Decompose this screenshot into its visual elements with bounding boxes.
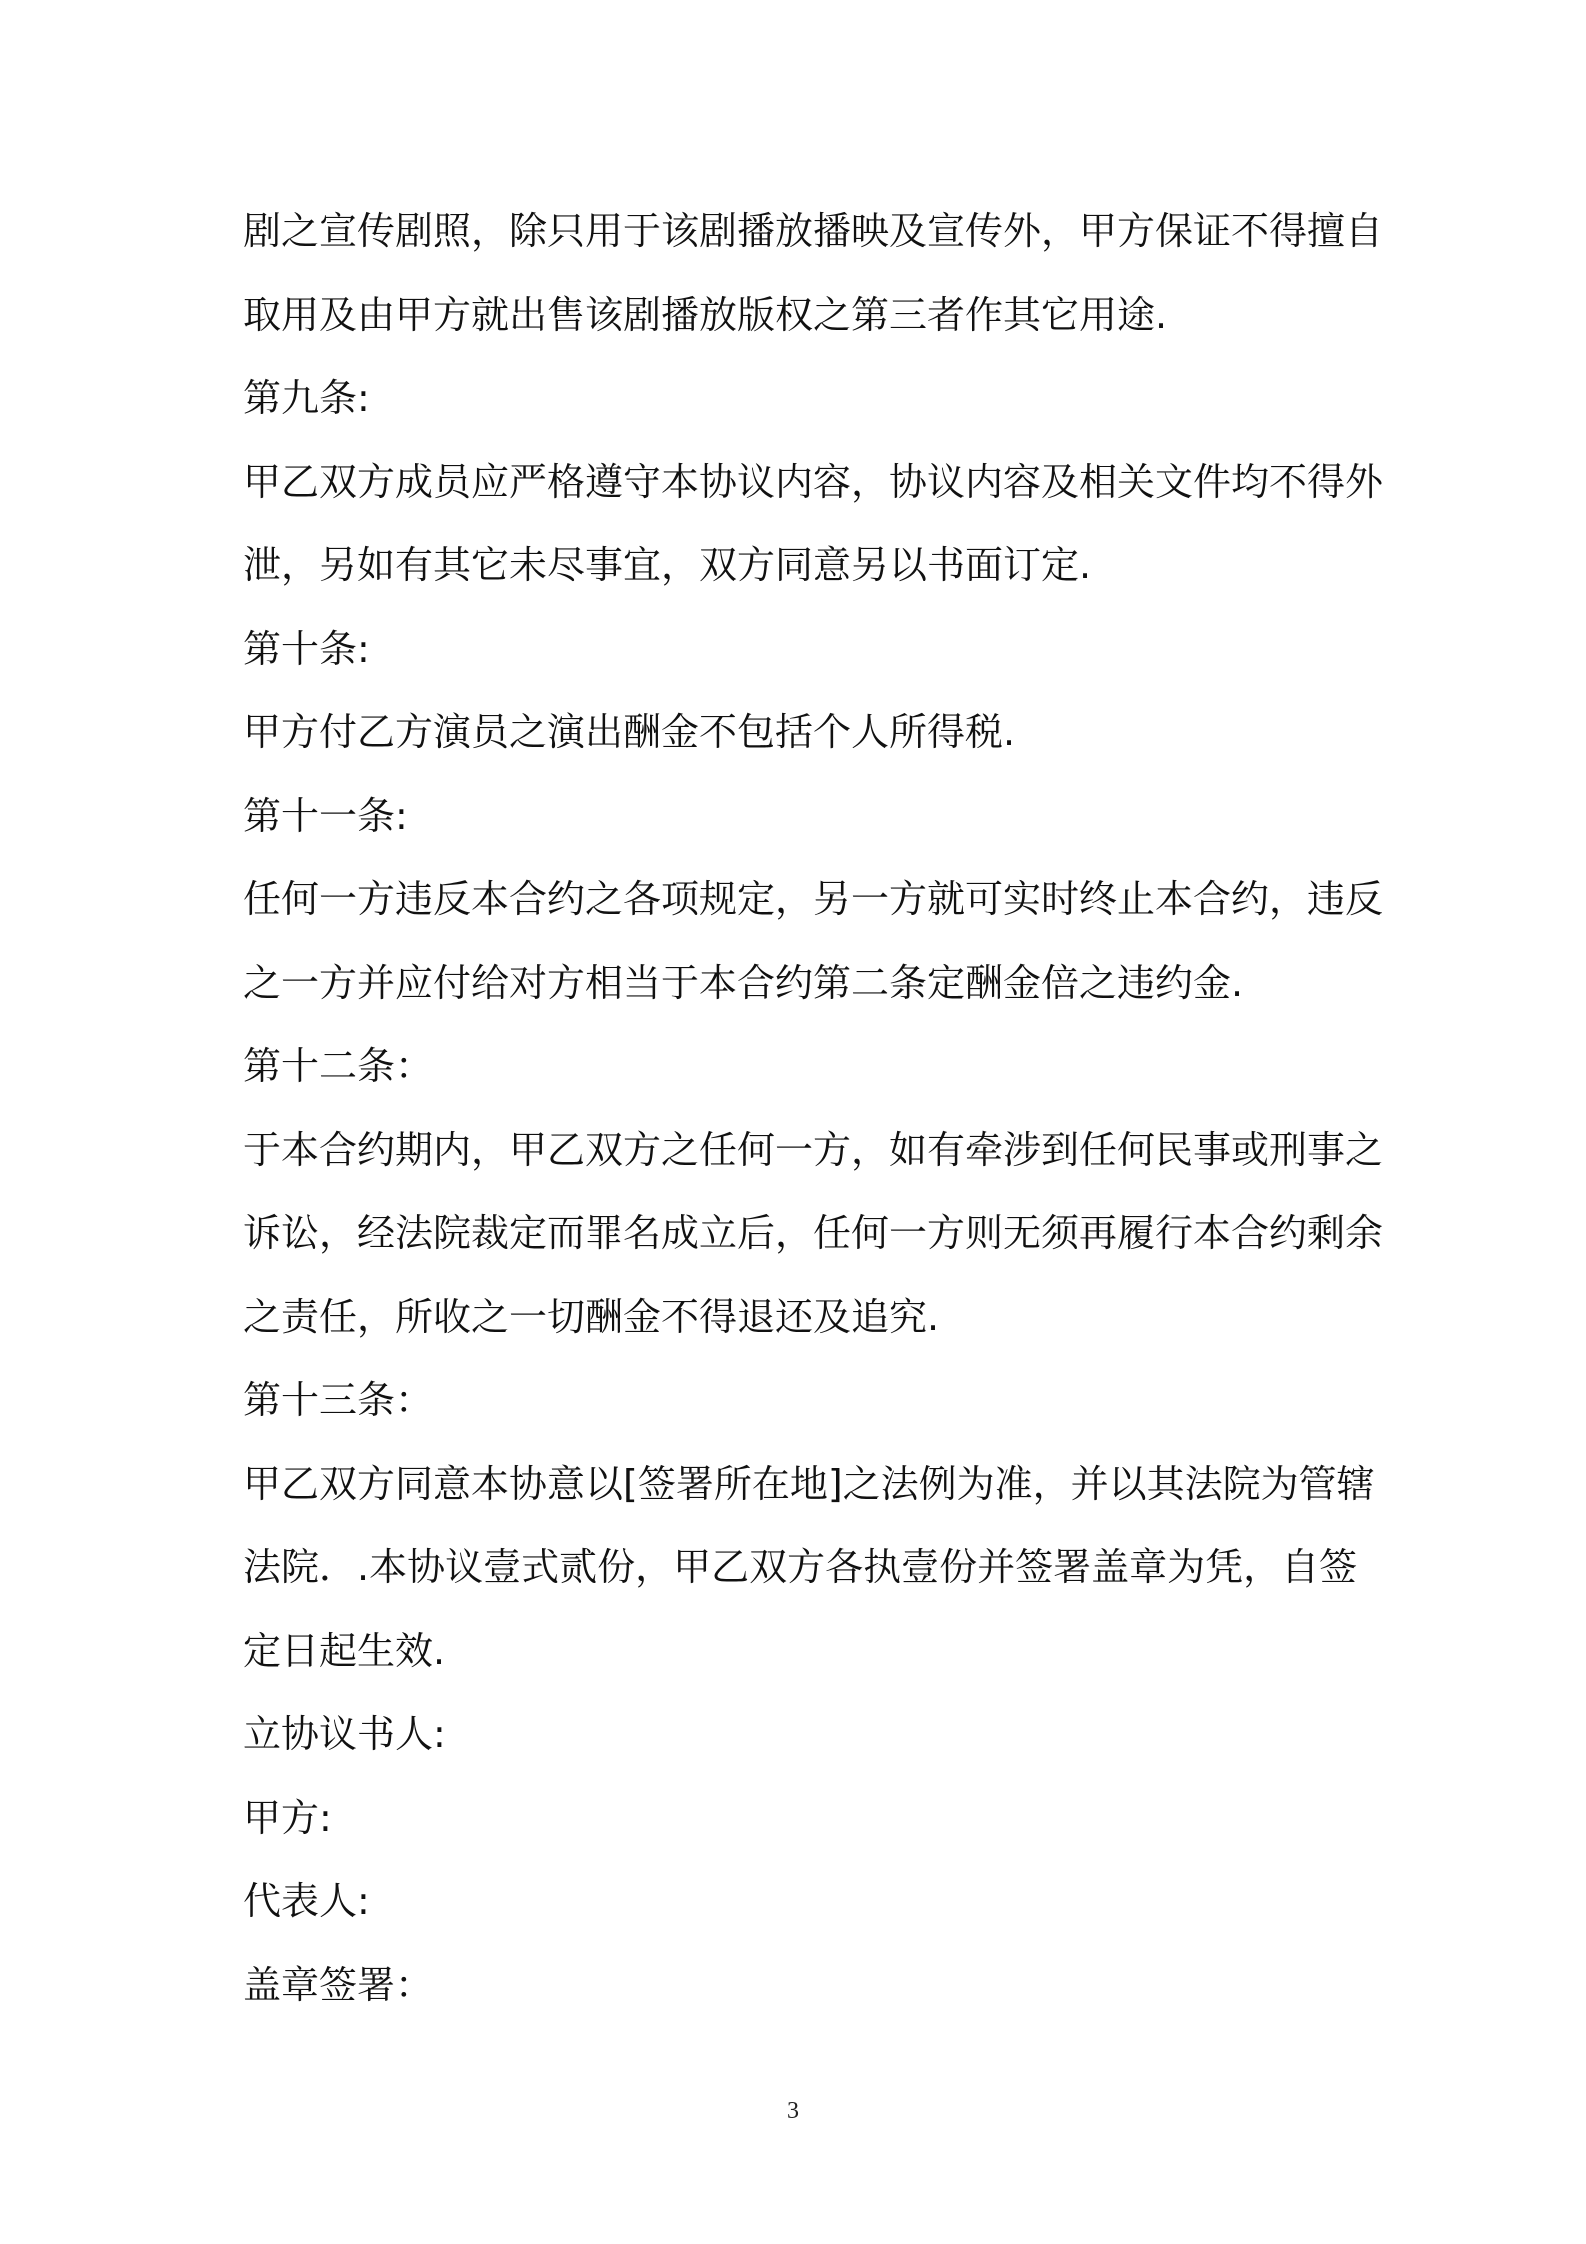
text-line: 剧之宣传剧照，除只用于该剧播放播映及宣传外，甲方保证不得擅自 [243, 209, 1384, 253]
party-a-label: 甲方: [243, 1795, 332, 1840]
page-number: 3 [787, 2098, 799, 2124]
signatory-label: 立协议书人: [243, 1712, 446, 1756]
text-line: 任何一方违反本合约之各项规定，另一方就可实时终止本合约，违反 [243, 877, 1384, 921]
text-line: 诉讼，经法院裁定而罪名成立后，任何一方则无须再履行本合约剩余 [243, 1211, 1384, 1255]
text-line: 甲乙双方成员应严格遵守本协议内容，协议内容及相关文件均不得外 [243, 459, 1384, 504]
text-line: 取用及由甲方就出售该剧播放版权之第三者作其它用途. [243, 292, 1168, 337]
text-line: 甲乙双方同意本协意以[签署所在地]之法例为准，并以其法院为管辖 [243, 1461, 1375, 1506]
text-line: 之一方并应付给对方相当于本合约第二条定酬金倍之违约金. [243, 960, 1244, 1005]
article-heading-9: 第九条: [243, 376, 370, 420]
text-line: 甲方付乙方演员之演出酬金不包括个人所得税. [243, 710, 1016, 754]
document-body [243, 190, 1384, 2027]
text-line: 定日起生效. [243, 1628, 446, 1673]
text-line: 法院．.本协议壹式贰份，甲乙双方各执壹份并签署盖章为凭，自签 [243, 1545, 1358, 1589]
text-line: 泄，另如有其它未尽事宜，双方同意另以书面订定. [243, 543, 1092, 587]
seal-signature-label: 盖章签署： [243, 1962, 434, 2007]
text-line: 之责任，所收之一切酬金不得退还及追究. [243, 1294, 940, 1339]
article-heading-12: 第十二条： [243, 1044, 434, 1088]
representative-label: 代表人: [243, 1879, 370, 1923]
text-line: 于本合约期内，甲乙双方之任何一方，如有牵涉到任何民事或刑事之 [243, 1127, 1384, 1172]
article-heading-10: 第十条: [243, 626, 370, 671]
article-heading-13: 第十三条： [243, 1378, 434, 1422]
article-heading-11: 第十一条: [243, 793, 408, 838]
